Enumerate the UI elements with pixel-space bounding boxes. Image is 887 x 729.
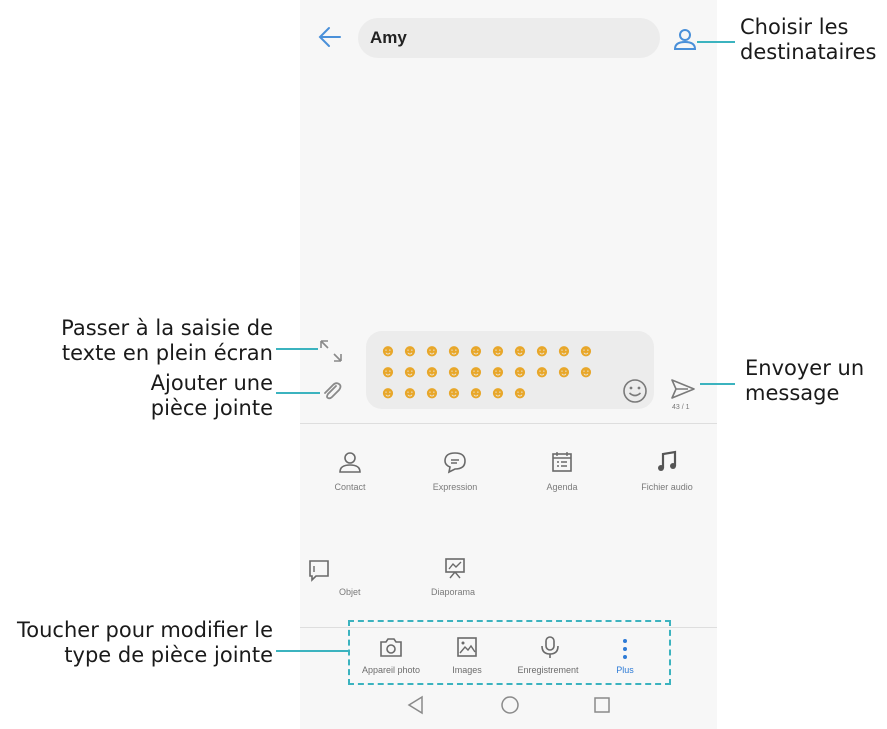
emoji-picker-button[interactable] — [622, 378, 648, 404]
option-label: Expression — [432, 482, 478, 492]
smiley-emoji-icon: ☻ — [511, 383, 529, 402]
music-note-icon — [655, 450, 679, 474]
leader-line — [700, 383, 735, 385]
slideshow-icon — [443, 556, 467, 580]
triangle-back-icon — [405, 694, 427, 716]
option-agenda[interactable] — [517, 450, 607, 500]
tab-label: Plus — [616, 665, 634, 675]
choose-recipients-button[interactable] — [673, 27, 697, 51]
smiley-emoji-icon: ☻ — [379, 362, 397, 381]
attach-button[interactable] — [320, 380, 344, 404]
option-label: Contact — [334, 482, 366, 492]
paperclip-icon — [320, 380, 344, 404]
smiley-emoji-icon: ☻ — [445, 383, 463, 402]
divider — [300, 423, 717, 424]
option-label: Diaporama — [431, 587, 476, 597]
microphone-icon — [539, 635, 561, 659]
tab-label: Images — [452, 665, 482, 675]
tab-label: Enregistrement — [517, 665, 579, 675]
nav-home-button[interactable] — [499, 694, 521, 716]
smiley-icon — [622, 378, 648, 404]
leader-line — [276, 650, 348, 652]
callout-attachment-type: Toucher pour modifier le type de pièce jointe — [17, 618, 273, 667]
smiley-emoji-icon: ☻ — [489, 383, 507, 402]
option-contact[interactable] — [305, 450, 395, 500]
expression-icon — [443, 450, 467, 474]
smiley-emoji-icon: ☻ — [423, 341, 441, 360]
leader-line — [276, 348, 318, 350]
agenda-icon — [550, 450, 574, 474]
smiley-emoji-icon: ☻ — [445, 341, 463, 360]
image-icon — [456, 636, 478, 658]
tab-label: Appareil photo — [361, 665, 421, 675]
smiley-emoji-icon: ☻ — [467, 341, 485, 360]
emoji-line-2 — [377, 362, 597, 382]
back-button[interactable] — [318, 26, 342, 48]
recipient-name: Amy — [370, 28, 407, 47]
square-recents-icon — [591, 694, 613, 716]
option-expression[interactable] — [410, 450, 500, 500]
contact-icon — [673, 27, 697, 51]
more-icon — [620, 637, 630, 661]
smiley-emoji-icon: ☻ — [555, 362, 573, 381]
smiley-emoji-icon: ☻ — [379, 341, 397, 360]
option-label: Agenda — [546, 482, 578, 492]
smiley-emoji-icon: ☻ — [577, 341, 595, 360]
smiley-emoji-icon: ☻ — [489, 341, 507, 360]
emoji-line-3 — [377, 383, 531, 403]
circle-home-icon — [499, 694, 521, 716]
object-icon — [307, 558, 331, 582]
smiley-emoji-icon: ☻ — [467, 383, 485, 402]
smiley-emoji-icon: ☻ — [511, 341, 529, 360]
nav-recents-button[interactable] — [591, 694, 613, 716]
option-slideshow[interactable] — [443, 556, 473, 586]
callout-fullscreen: Passer à la saisie de texte en plein écran — [61, 316, 273, 365]
send-icon — [670, 377, 696, 401]
leader-line — [276, 392, 320, 394]
send-button[interactable] — [670, 377, 696, 401]
smiley-emoji-icon: ☻ — [577, 362, 595, 381]
smiley-emoji-icon: ☻ — [423, 362, 441, 381]
smiley-emoji-icon: ☻ — [467, 362, 485, 381]
smiley-emoji-icon: ☻ — [379, 383, 397, 402]
back-arrow-icon — [318, 26, 342, 48]
smiley-emoji-icon: ☻ — [401, 383, 419, 402]
smiley-emoji-icon: ☻ — [401, 362, 419, 381]
emoji-line-1 — [377, 341, 597, 361]
smiley-emoji-icon: ☻ — [511, 362, 529, 381]
option-label: Fichier audio — [641, 482, 693, 492]
option-object[interactable] — [307, 558, 397, 608]
option-label: Objet — [339, 587, 361, 597]
callout-send: Envoyer un message — [745, 356, 865, 405]
callout-attach: Ajouter une pièce jointe — [150, 371, 273, 420]
smiley-emoji-icon: ☻ — [555, 341, 573, 360]
leader-line — [697, 41, 735, 43]
smiley-emoji-icon: ☻ — [401, 341, 419, 360]
smiley-emoji-icon: ☻ — [533, 341, 551, 360]
smiley-emoji-icon: ☻ — [423, 383, 441, 402]
camera-icon — [379, 636, 403, 658]
expand-icon — [318, 338, 344, 364]
character-counter: 43 / 1 — [672, 404, 690, 411]
option-audio-file[interactable] — [622, 450, 712, 500]
fullscreen-toggle-button[interactable] — [318, 338, 344, 364]
callout-choose-recipients: Choisir les destinataires — [740, 15, 877, 64]
smiley-emoji-icon: ☻ — [445, 362, 463, 381]
smiley-emoji-icon: ☻ — [489, 362, 507, 381]
nav-back-button[interactable] — [405, 694, 427, 716]
contact-icon — [338, 450, 362, 474]
smiley-emoji-icon: ☻ — [533, 362, 551, 381]
